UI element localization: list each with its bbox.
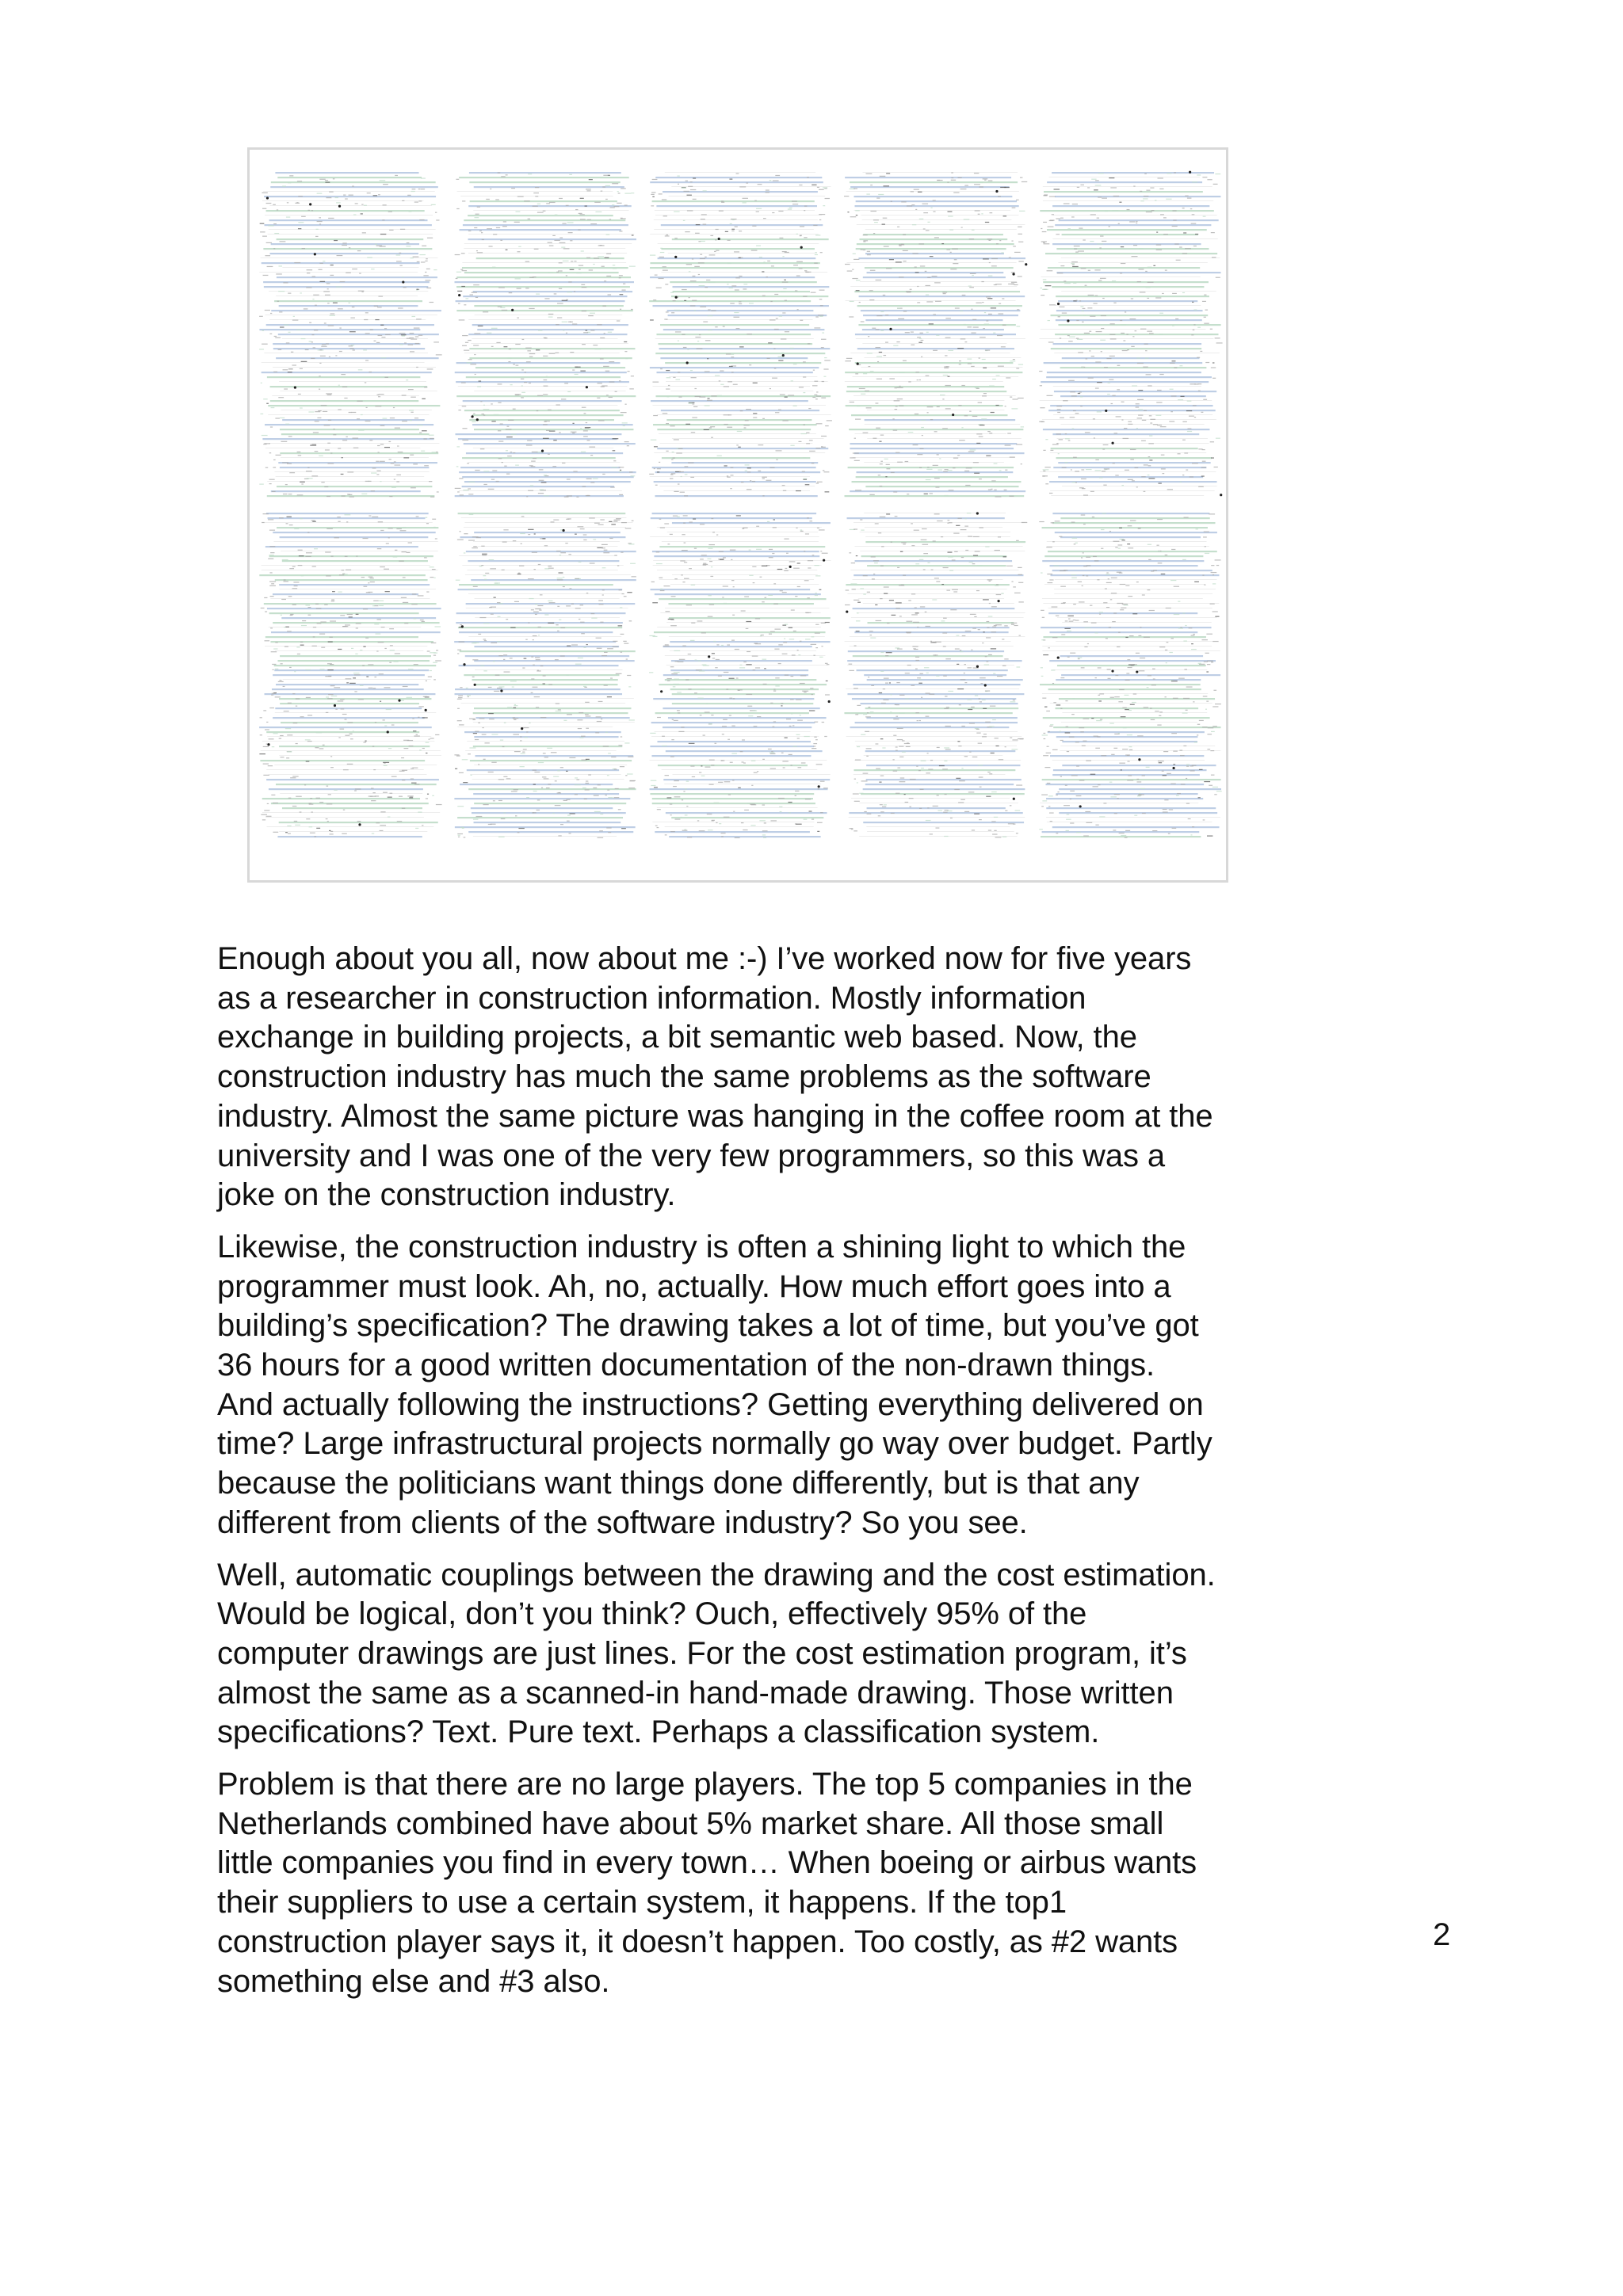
paragraph-1: Enough about you all, now about me :-) I’ve worked now for five years as a researcher in construction information. Mostly information exchange in building projects, a bit semantic web based. Now, the construction industry has much the same problems as the software industry. Almost the same picture was hanging in the coffee room at the university and I was one of the very few programmers, so this was a joke on the construction industry.: [217, 941, 1213, 1213]
figure-panel: [1039, 171, 1222, 497]
figure-panel: [844, 172, 1027, 498]
figure-frame: [247, 147, 1228, 883]
figure-panel: [844, 512, 1027, 837]
article-body: [217, 940, 1279, 2014]
figure-panel: [1039, 513, 1221, 838]
paragraph-3: Well, automatic couplings between the drawing and the cost estimation. Would be logical, don’t you think? Ouch, effectively 95% of the computer drawings are just lines. For the cost estimation program, it’s almost the same as a scanned-in hand-made drawing. Those written specifications? Text. Pure text. Perhaps a classification system.: [217, 1557, 1216, 1750]
figure-panel: [259, 172, 442, 498]
page-number: 2: [1433, 1917, 1451, 1952]
figure-panel: [454, 513, 636, 838]
figure-panel: [649, 513, 831, 838]
figure-panel: [649, 172, 832, 497]
paragraph-2: Likewise, the construction industry is often a shining light to which the programmer must look. Ah, no, actually. How much effort goes into a building’s specification? The drawing takes a lot of time, but you’ve got 36 hours for a good written documentation of the non-drawn things. And actually following the instructions? Getting everything delivered on time? Large infrastructural projects normally go way over budget. Partly because the politicians want things done differently, but is that any different from clients of the software industry? So you see.: [217, 1229, 1212, 1540]
figure-panel: [259, 513, 441, 837]
panel-grid-figure: [250, 150, 1226, 880]
paragraph-4: Problem is that there are no large players. The top 5 companies in the Netherlands combined have about 5% market share. All those small little companies you find in every town… When boeing or airbus wants their suppliers to use a certain system, it happens. If the top1 construction player says it, it doesn’t happen. Too costly, as #2 wants something else and #3 also.: [217, 1767, 1197, 1999]
figure-panel: [454, 172, 636, 498]
